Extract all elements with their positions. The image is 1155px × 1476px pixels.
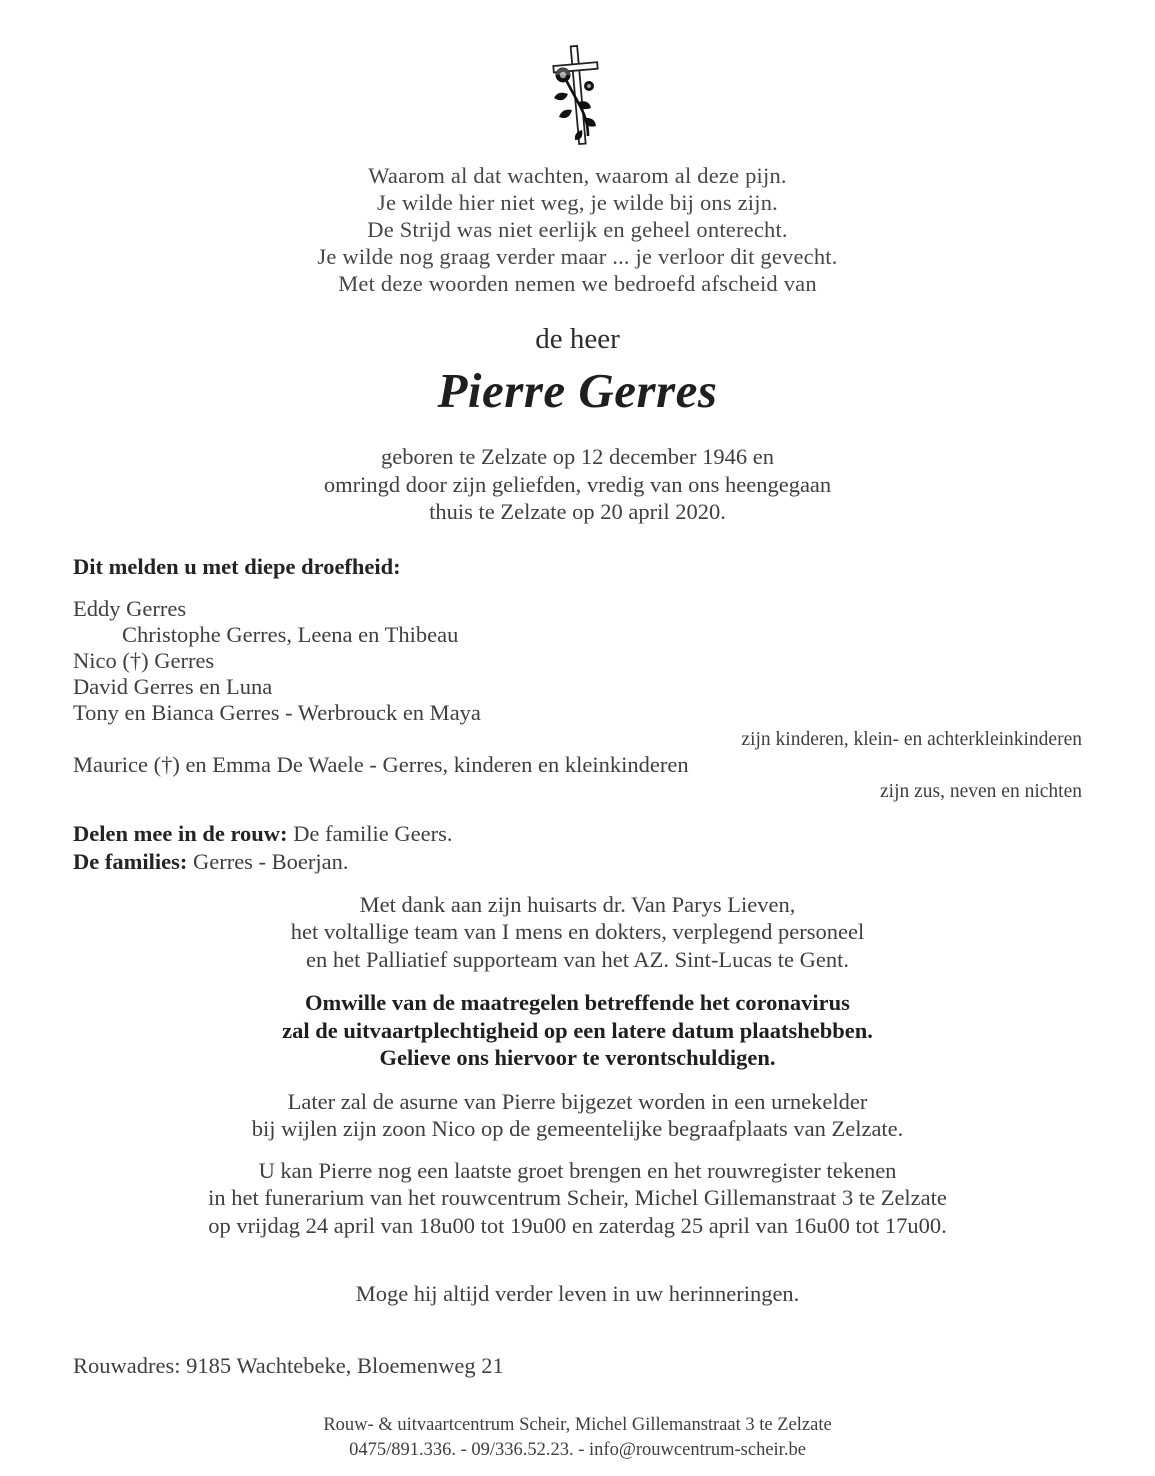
corona-line: Omwille van de maatregelen betreffende het coronavirus	[305, 990, 850, 1015]
birth-death-info	[73, 443, 1082, 526]
footer-line: Rouw- & uitvaartcentrum Scheir, Michel Gillemanstraat 3 te Zelzate	[323, 1415, 832, 1435]
relation-note-sister: zijn zus, neven en nichten	[880, 780, 1082, 802]
urn-line: Later zal de asurne van Pierre bijgezet worden in een urnekelder	[287, 1088, 868, 1114]
thanks-line: het voltallige team van I mens en dokters, verplegend personeel	[290, 919, 865, 944]
memorial-poem	[73, 162, 1082, 297]
family-list	[73, 596, 1082, 726]
visit-line: U kan Pierre nog een laatste groet brengen en het rouwregister tekenen	[258, 1157, 897, 1183]
announcement-header: Dit melden u met diepe droefheid:	[73, 553, 401, 579]
header-emblem	[0, 0, 1155, 150]
visit-line: in het funerarium van het rouwcentrum Scheir, Michel Gillemanstraat 3 te Zelzate	[208, 1185, 947, 1210]
funeral-home-footer	[73, 1413, 1082, 1463]
corona-line: Gelieve ons hiervoor te verontschuldigen.	[379, 1045, 776, 1070]
thanks-line: Met dank aan zijn huisarts dr. Van Parys Lieven,	[359, 891, 796, 917]
cross-with-rose-icon	[542, 44, 614, 148]
thanks-line: en het Palliatief supporteam van het AZ. Sint-Lucas te Gent.	[306, 946, 849, 972]
thanks-paragraph	[73, 891, 1082, 974]
title-prefix: de heer	[535, 323, 620, 355]
family-member-line: Christophe Gerres, Leena en Thibeau	[122, 621, 459, 647]
poem-line: Je wilde nog graag verder maar ... je verloor dit gevecht.	[317, 244, 838, 269]
footer-line: 0475/891.336. - 09/336.52.23. - info@rouwcentrum-scheir.be	[349, 1440, 806, 1460]
mourning-share-label: Delen mee in de rouw:	[73, 820, 288, 846]
poem-line: Met deze woorden nemen we bedroefd afscheid van	[338, 271, 817, 296]
life-line: omringd door zijn geliefden, vredig van ons heengegaan	[323, 471, 832, 497]
family-member-line: David Gerres en Luna	[73, 673, 273, 699]
families-label: De families:	[73, 848, 188, 874]
closing-line: Moge hij altijd verder leven in uw herinneringen.	[355, 1281, 800, 1306]
corona-line: zal de uitvaartplechtigheid op een latere datum plaatshebben.	[282, 1017, 873, 1043]
family-member-line: Nico (†) Gerres	[73, 647, 215, 673]
family-member-line: Tony en Bianca Gerres - Werbrouck en Maya	[73, 699, 481, 725]
poem-line: Waarom al dat wachten, waarom al deze pijn.	[368, 163, 787, 188]
families-line	[73, 848, 1082, 875]
family-member-line: Maurice (†) en Emma De Waele - Gerres, kinderen en kleinkinderen	[73, 751, 689, 777]
urn-line: bij wijlen zijn zoon Nico op de gemeentelijke begraafplaats van Zelzate.	[251, 1116, 904, 1141]
visit-paragraph	[73, 1157, 1082, 1240]
families-value: Gerres - Boerjan.	[187, 848, 349, 874]
family-member-line: Eddy Gerres	[73, 595, 187, 621]
relation-note-children: zijn kinderen, klein- en achterkleinkinderen	[741, 728, 1082, 750]
mourning-share-line	[73, 820, 1082, 847]
poem-line: De Strijd was niet eerlijk en geheel onterecht.	[367, 217, 788, 242]
visit-line: op vrijdag 24 april van 18u00 tot 19u00 en zaterdag 25 april van 16u00 tot 17u00.	[208, 1212, 947, 1238]
life-line: thuis te Zelzate op 20 april 2020.	[429, 499, 726, 524]
deceased-name: Pierre Gerres	[437, 363, 718, 418]
corona-notice	[73, 989, 1082, 1072]
poem-line: Je wilde hier niet weg, je wilde bij ons zijn.	[377, 190, 778, 215]
mourning-address: Rouwadres: 9185 Wachtebeke, Bloemenweg 21	[73, 1353, 504, 1378]
urn-paragraph	[73, 1088, 1082, 1143]
mourning-share-value: De familie Geers.	[287, 820, 453, 846]
life-line: geboren te Zelzate op 12 december 1946 en	[381, 444, 774, 469]
